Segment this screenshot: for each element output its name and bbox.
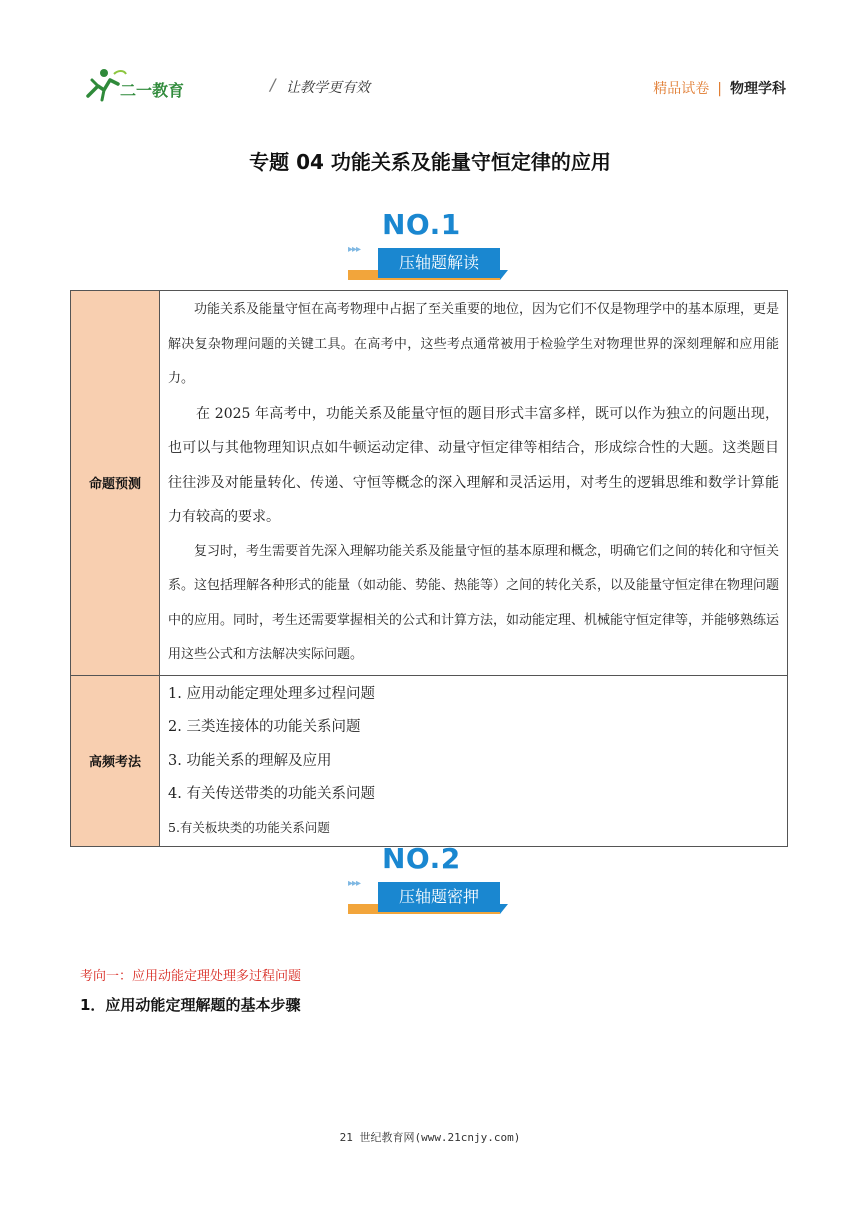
header-right	[653, 78, 786, 98]
prediction-paragraph: 复习时，考生需要首先深入理解功能关系及能量守恒的基本原理和概念，明确它们之间的转化和守恒关系。这包括理解各种形式的能量（如动能、势能、热能等）之间的转化关系，以及能量守恒定律在物理问题中的应用。同时，考生还需要掌握相关的公式和计算方法，如动能定理、机械能守恒定律等，并能够熟练运用这些公式和方法解决实际问题。	[168, 543, 780, 662]
orientation-heading: 考向一：应用动能定理处理多过程问题	[80, 969, 302, 984]
header-slogan: 让教学更有效	[286, 80, 370, 96]
badge-corner	[500, 904, 508, 914]
badge-corner	[500, 270, 508, 280]
prediction-paragraph: 在 2025 年高考中，功能关系及能量守恒的题目形式丰富多样，既可以作为独立的问题出现，也可以与其他物理知识点如牛顿运动定律、动量守恒定律等相结合，形成综合性的大题。这类题目往往涉及对能量转化、传递、守恒等概念的深入理解和灵活运用，对考生的逻辑思维和数学计算能力有较高的要求。	[168, 405, 779, 525]
chevron-right-icon: ▸▸▸	[348, 244, 361, 255]
table-row-methods	[71, 675, 788, 846]
list-item: 1. 应用动能定理处理多过程问题	[168, 685, 375, 702]
table-row-prediction	[71, 291, 788, 676]
list-item: 2. 三类连接体的功能关系问题	[168, 719, 361, 735]
row-heading-prediction: 命题预测	[71, 291, 160, 676]
list-item: 5.有关板块类的功能关系问题	[168, 819, 330, 835]
section-subheading: 1．应用动能定理解题的基本步骤	[80, 996, 301, 1014]
exam-analysis-table	[70, 290, 788, 847]
page-title: 专题 04 功能关系及能量守恒定律的应用	[249, 150, 611, 174]
methods-list	[160, 675, 788, 846]
badge-label: 压轴题密押	[398, 887, 479, 906]
list-item: 3. 功能关系的理解及应用	[168, 752, 332, 769]
header-subject: 物理学科	[730, 81, 786, 97]
badge-number: NO.2	[382, 842, 461, 875]
badge-number: NO.1	[382, 208, 461, 241]
prediction-content	[160, 291, 788, 676]
row-heading-methods: 高频考法	[71, 675, 160, 846]
page-header	[82, 66, 786, 106]
page-footer: 21 世纪教育网(www.21cnjy.com)	[339, 1131, 521, 1144]
logo-text: 二一教育	[120, 81, 185, 100]
list-item: 4. 有关传送带类的功能关系问题	[168, 786, 375, 802]
header-divider-slash: /	[270, 75, 276, 94]
badge-label: 压轴题解读	[398, 253, 479, 272]
header-separator: |	[717, 81, 722, 97]
chevron-right-icon: ▸▸▸	[348, 878, 361, 889]
prediction-paragraph: 功能关系及能量守恒在高考物理中占据了至关重要的地位，因为它们不仅是物理学中的基本原理，更是解决复杂物理问题的关键工具。在高考中，这些考点通常被用于检验学生对物理世界的深刻理解和应用能力。	[168, 302, 780, 386]
brand-logo	[82, 66, 202, 106]
section-badge-1	[348, 208, 518, 288]
header-tag: 精品试卷	[653, 81, 710, 97]
section-badge-2	[348, 842, 518, 922]
